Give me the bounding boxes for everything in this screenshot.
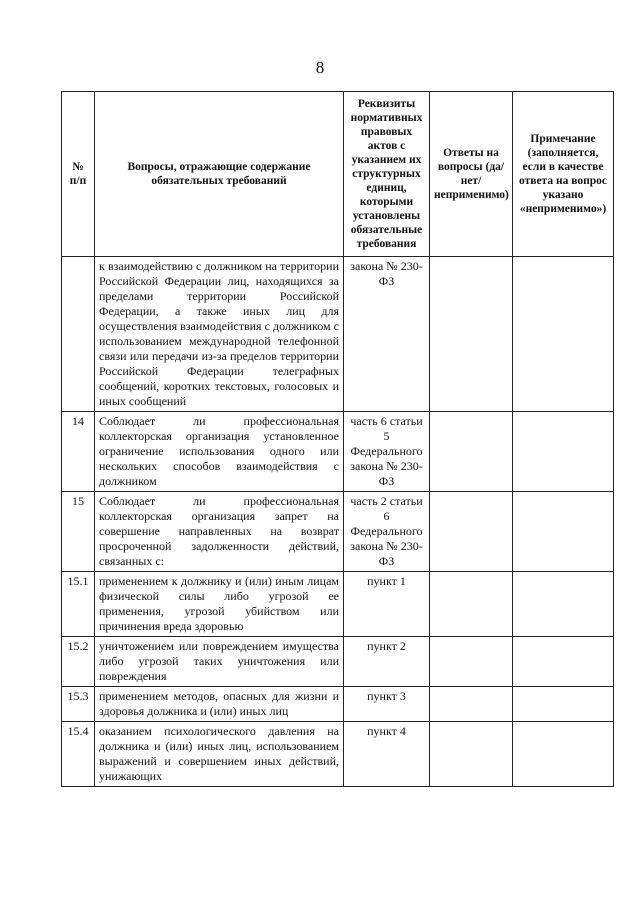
row-note-cell[interactable] (513, 257, 614, 412)
row-number: 15.1 (62, 572, 95, 637)
row-question: к взаимодействию с должником на территории Российской Федерации лиц, находящихся за пределами территории Российской Федерации, а также иных лиц для осуществления взаимодействия с должником с использованием международной телефонной связи или передачи из-за пределов территории Российской Федерации телеграфных сообщений, коротких текстовых, голосовых и иных сообщений (95, 257, 344, 412)
row-note-cell[interactable] (513, 492, 614, 572)
row-number: 15.4 (62, 722, 95, 787)
row-answer-cell[interactable] (430, 637, 513, 687)
row-note-cell[interactable] (513, 572, 614, 637)
header-note: Примечание (заполняется, если в качестве ответа на вопрос указано «неприменимо») (513, 92, 614, 257)
row-reference: пункт 2 (344, 637, 430, 687)
header-question: Вопросы, отражающие содержание обязательных требований (95, 92, 344, 257)
row-reference: часть 6 статьи 5 Федерального закона № 230-ФЗ (344, 412, 430, 492)
row-question: оказанием психологического давления на должника и (или) иных лиц, использованием выражений и совершением иных действий, унижающих (95, 722, 344, 787)
row-question: уничтожением или повреждением имущества либо угрозой таких уничтожения или повреждения (95, 637, 344, 687)
table-row (62, 637, 614, 687)
row-number: 15.3 (62, 687, 95, 722)
header-reference: Реквизиты нормативных правовых актов с указанием их структурных единиц, которыми установлены обязательные требования (344, 92, 430, 257)
row-reference: пункт 4 (344, 722, 430, 787)
row-number: 15.2 (62, 637, 95, 687)
row-reference: пункт 1 (344, 572, 430, 637)
header-answers: Ответы на вопросы (да/нет/ неприменимо) (430, 92, 513, 257)
row-number: 15 (62, 492, 95, 572)
row-answer-cell[interactable] (430, 687, 513, 722)
row-answer-cell[interactable] (430, 257, 513, 412)
row-note-cell[interactable] (513, 412, 614, 492)
row-reference: пункт 3 (344, 687, 430, 722)
row-note-cell[interactable] (513, 722, 614, 787)
row-number: 14 (62, 412, 95, 492)
row-number (62, 257, 95, 412)
requirements-table (61, 91, 614, 787)
page-number: 8 (315, 58, 325, 77)
table-row (62, 412, 614, 492)
row-note-cell[interactable] (513, 687, 614, 722)
table-header-row (62, 92, 614, 257)
row-answer-cell[interactable] (430, 572, 513, 637)
table-row (62, 492, 614, 572)
table-row (62, 572, 614, 637)
row-question: применением методов, опасных для жизни и здоровья должника и (или) иных лиц (95, 687, 344, 722)
table-row (62, 257, 614, 412)
row-answer-cell[interactable] (430, 412, 513, 492)
table-row (62, 722, 614, 787)
row-answer-cell[interactable] (430, 722, 513, 787)
row-reference: часть 2 статьи 6 Федерального закона № 230-ФЗ (344, 492, 430, 572)
row-answer-cell[interactable] (430, 492, 513, 572)
row-question: Соблюдает ли профессиональная коллекторская организация запрет на совершение направленных на возврат просроченной задолженности действий, связанных с: (95, 492, 344, 572)
row-question: Соблюдает ли профессиональная коллекторская организация установленное ограничение использования одного или нескольких способов взаимодействия с должником (95, 412, 344, 492)
row-note-cell[interactable] (513, 637, 614, 687)
table-row (62, 687, 614, 722)
row-question: применением к должнику и (или) иным лицам физической силы либо угрозой ее применения, угрозой убийством или причинения вреда здоровью (95, 572, 344, 637)
header-number: № п/п (62, 92, 95, 257)
row-reference: закона № 230-ФЗ (344, 257, 430, 412)
